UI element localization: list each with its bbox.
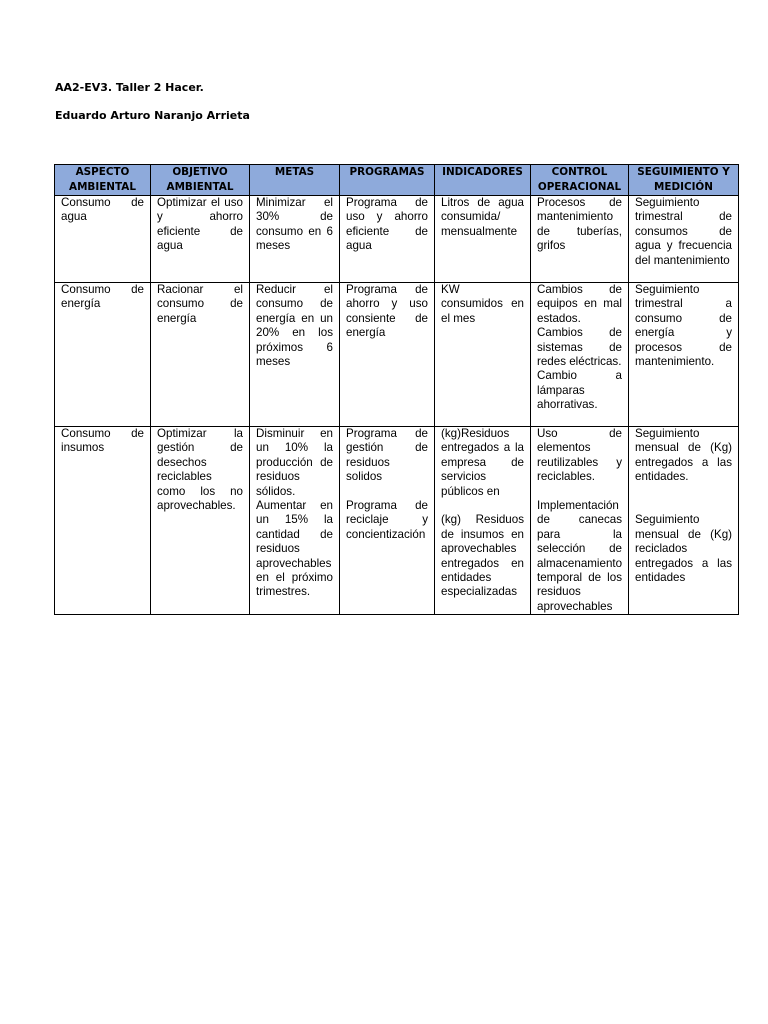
cell-text: Racionar el consumo de energía <box>157 283 243 325</box>
cell-text: Optimizar la gestión de desechos reciclables como los no aprovechables. <box>157 427 243 513</box>
header-seguimiento-medicion: SEGUIMIENTO Y MEDICIÓN <box>629 165 739 196</box>
header-programas: PROGRAMAS <box>340 165 435 196</box>
cell-text: KW consumidos en el mes <box>441 283 524 325</box>
cell-text: Procesos de mantenimiento de tuberías, grifos <box>537 196 622 253</box>
cell-text: Minimizar el 30% de consumo en 6 meses <box>256 196 333 253</box>
cell-seguimiento <box>629 283 739 427</box>
table-header-row <box>55 165 739 196</box>
cell-programas <box>340 196 435 283</box>
cell-aspecto <box>55 427 151 615</box>
table-row <box>55 283 739 427</box>
cell-text: Optimizar el uso y ahorro eficiente de agua <box>157 196 243 253</box>
cell-text: Reducir el consumo de energía en un 20% en los próximos 6 meses <box>256 283 333 369</box>
cell-text: Seguimiento trimestral a consumo de energía y procesos de mantenimiento. <box>635 283 732 369</box>
environmental-matrix-table <box>54 164 739 615</box>
cell-indicadores <box>435 196 531 283</box>
cell-seguimiento <box>629 427 739 615</box>
cell-programas <box>340 427 435 615</box>
cell-seguimiento <box>629 196 739 283</box>
cell-objetivo <box>151 427 250 615</box>
cell-aspecto <box>55 196 151 283</box>
cell-text: Uso de elementos reutilizables y reciclables. Implementación de canecas para la selección de almacenamiento temporal de los residuos aprovechables <box>537 427 623 613</box>
cell-text: Programa de uso y ahorro eficiente de agua <box>346 196 428 253</box>
document-code-title: AA2-EV3. Taller 2 Hacer. <box>55 81 204 94</box>
table-row <box>55 196 739 283</box>
cell-control <box>531 283 629 427</box>
header-objetivo-ambiental: OBJETIVO AMBIENTAL <box>151 165 250 196</box>
cell-text: Programa de ahorro y uso consiente de energía <box>346 283 428 340</box>
cell-text: Disminuir en un 10% la producción de residuos sólidos. Aumentar en un 15% la cantidad de residuos aprovechables en el próximo trimestres. <box>256 427 333 599</box>
cell-metas <box>250 283 340 427</box>
header-control-operacional: CONTROL OPERACIONAL <box>531 165 629 196</box>
cell-indicadores <box>435 283 531 427</box>
cell-text: (kg)Residuos entregados a la empresa de servicios públicos en (kg) Residuos de insumos en aprovechables entregados en entidades especializadas <box>441 427 524 599</box>
cell-text: Consumo de insumos <box>61 427 144 455</box>
cell-aspecto <box>55 283 151 427</box>
cell-objetivo <box>151 196 250 283</box>
header-aspecto-ambiental: ASPECTO AMBIENTAL <box>55 165 151 196</box>
cell-text: Programa de gestión de residuos solidos Programa de reciclaje y concientización <box>346 427 428 541</box>
author-name: Eduardo Arturo Naranjo Arrieta <box>55 109 250 122</box>
cell-indicadores <box>435 427 531 615</box>
header-indicadores: INDICADORES <box>435 165 531 196</box>
cell-control <box>531 427 629 615</box>
cell-text: Cambios de equipos en mal estados. Cambios de sistemas de redes eléctricas. Cambio a lámparas ahorrativas. <box>537 283 622 412</box>
cell-text: Consumo de energía <box>61 283 144 311</box>
cell-text: Seguimiento mensual de (Kg) entregados a las entidades. Seguimiento mensual de (Kg) reciclados entregados a las entidades <box>635 427 732 585</box>
cell-metas <box>250 196 340 283</box>
cell-text: Consumo de agua <box>61 196 144 224</box>
cell-text: Seguimiento trimestral de consumos de agua y frecuencia del mantenimiento <box>635 196 732 267</box>
cell-metas <box>250 427 340 615</box>
cell-text: Litros de agua consumida/ mensualmente <box>441 196 524 238</box>
cell-control <box>531 196 629 283</box>
cell-objetivo <box>151 283 250 427</box>
cell-programas <box>340 283 435 427</box>
table-row <box>55 427 739 615</box>
header-metas: METAS <box>250 165 340 196</box>
